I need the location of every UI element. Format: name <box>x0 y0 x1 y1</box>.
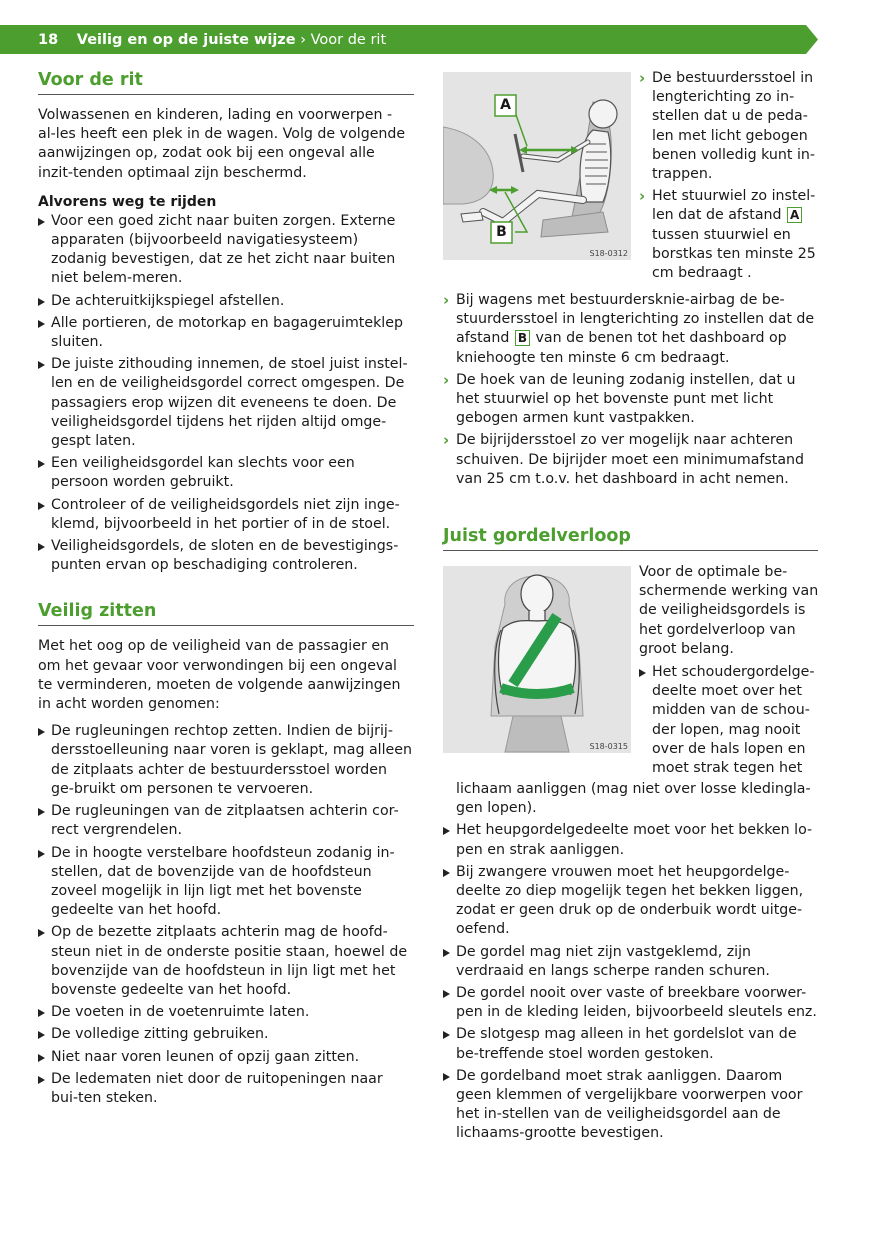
list-item: De ledematen niet door de ruitopeningen naar bui-ten steken. <box>38 1070 414 1108</box>
list-item: Veiligheidsgordels, de sloten en de bevestigings-punten ervan op beschadiging controleren. <box>38 537 414 575</box>
voor-de-rit-intro: Volwassenen en kinderen, lading en voorwerpen - al-les heeft een plek in de wagen. Volg de volgende aanwijzingen op, zodat ook bij een ongeval alle inzit-tenden optimaal zijn beschermd. <box>38 107 406 181</box>
section-title-gordelverloop: Juist gordelverloop <box>443 524 818 551</box>
veilig-zitten-intro: Met het oog op de veiligheid van de passagier en om het gevaar voor verwondingen bij een ongeval te verminderen, moeten de volgende aanwijzingen in acht worden genomen: <box>38 638 401 713</box>
alvorens-list <box>38 212 414 576</box>
list-item: › Het stuurwiel zo instel-len dat de afstand A tussen stuurwiel en borstkas ten minste 25 cm bedraagt . <box>639 187 816 282</box>
list-item: Het schoudergordelge-deelte moet over het midden van de schou-der lopen, mag nooit over de hals lopen en moet strak tegen het <box>639 663 819 778</box>
list-item: De gordel mag niet zijn vastgeklemd, zijn verdraaid en langs scherpe randen schuren. <box>443 943 818 981</box>
header-section: Veilig en op de juiste wijze <box>76 32 296 48</box>
subheading-alvorens: Alvorens weg te rijden <box>38 193 217 210</box>
list-item: › De hoek van de leuning zodanig instellen, dat u het stuurwiel op het bovenste punt met licht gebogen armen kunt vastpakken. <box>443 370 796 427</box>
section-title-veilig-zitten: Veilig zitten <box>38 599 414 626</box>
list-item: De gordel nooit over vaste of breekbare voorwer-pen in de kleding leiden, bijvoorbeeld sleutels enz. <box>443 984 818 1022</box>
list-item: Een veiligheidsgordel kan slechts voor een persoon worden gebruikt. <box>38 454 414 492</box>
gordelverloop-wide <box>443 780 818 1147</box>
list-item: De achteruitkijkspiegel afstellen. <box>38 292 414 311</box>
list-item: De rugleuningen rechtop zetten. Indien de bijrij-dersstoelleuning naar voren is geklapt, mag alleen de zitplaats achter de bestuurdersstoel worden ge-bruikt om personen te vervoeren. <box>38 722 414 799</box>
gordelverloop-narrow <box>639 563 819 781</box>
seat-position-figure <box>443 72 631 260</box>
list-item: › De bijrijdersstoel zo ver mogelijk naar achteren schuiven. De bijrijder moet een minimumafstand van 25 cm t.o.v. het dashboard in acht nemen. <box>443 431 805 487</box>
page-number: 18 <box>38 32 59 48</box>
section-title-voor-de-rit: Voor de rit <box>38 68 414 95</box>
figure-label-b: B <box>496 224 507 240</box>
seatbelt-figure <box>443 566 631 753</box>
figure-code: S18-0315 <box>589 742 628 751</box>
seat-instructions-wide <box>443 291 818 492</box>
veilig-zitten-list <box>38 722 414 1108</box>
left-column <box>38 68 414 1111</box>
seat-position-illustration <box>443 72 631 260</box>
list-item: De in hoogte verstelbare hoofdsteun zodanig in-stellen, dat de bovenzijde van de hoofdsteun zoveel mogelijk in lijn ligt met het bovenste gedeelte van het hoofd. <box>38 844 414 921</box>
header-subsection: Voor de rit <box>310 32 387 48</box>
list-item: › Bij wagens met bestuurdersknie-airbag de be-stuurdersstoel in lengterichting zo instellen dat de afstand B van de benen tot het dashboard op kniehoogte ten minste 6 cm bedraagt. <box>443 291 815 366</box>
list-item: De juiste zithouding innemen, de stoel juist instel-len en de veiligheidsgordel correct omgespen. De passagiers erop wijzen dit eveneens te doen. De veiligheidsgordel tijdens het rijden altijd omge-gespt laten. <box>38 355 414 451</box>
ref-box-a: A <box>787 207 802 223</box>
seat-instructions-narrow <box>639 69 819 286</box>
ref-box-b: B <box>515 330 530 346</box>
list-item: De rugleuningen van de zitplaatsen achterin cor-rect vergrendelen. <box>38 802 414 840</box>
running-header <box>38 31 386 49</box>
list-item: › De bestuurdersstoel in lengterichting zo in-stellen dat u de peda-len met licht gebogen benen volledig kunt in-trappen. <box>639 69 815 183</box>
list-item: Alle portieren, de motorkap en bagageruimteklep sluiten. <box>38 314 414 352</box>
list-item: Het heupgordelgedeelte moet voor het bekken lo-pen en strak aanliggen. <box>443 821 818 859</box>
list-item: Voor een goed zicht naar buiten zorgen. Externe apparaten (bijvoorbeeld navigatiesysteem) zodanig bevestigen, dat ze het zicht naar buiten niet belem-meren. <box>38 212 414 289</box>
list-item: Niet naar voren leunen of opzij gaan zitten. <box>38 1048 414 1067</box>
list-item: De gordelband moet strak aanliggen. Daarom geen klemmen of vergelijkbare voorwerpen voor het in-stellen van de veiligheidsgordel aan de lichaams-grootte bevestigen. <box>443 1067 818 1144</box>
list-item: Controleer of de veiligheidsgordels niet zijn inge-klemd, bijvoorbeeld in het portier of in de stoel. <box>38 496 414 534</box>
section-gordelverloop <box>443 524 818 551</box>
list-item: De voeten in de voetenruimte laten. <box>38 1003 414 1022</box>
list-item: Op de bezette zitplaats achterin mag de hoofd-steun niet in de onderste positie staan, hoewel de bovenzijde van de hoofdsteun in lijn ligt met het bovenste gedeelte van het hoofd. <box>38 923 414 1000</box>
list-item: De slotgesp mag alleen in het gordelslot van de be-treffende stoel worden gestoken. <box>443 1025 818 1063</box>
list-item: Bij zwangere vrouwen moet het heupgordelge-deelte zo diep mogelijk tegen het bekken liggen, zodat er geen druk op de onderbuik wordt uitge-oefend. <box>443 863 818 940</box>
list-item-continuation: lichaam aanliggen (mag niet over losse kledingla-gen lopen). <box>456 781 811 817</box>
figure-label-a: A <box>500 97 511 113</box>
list-item: De volledige zitting gebruiken. <box>38 1025 414 1044</box>
header-separator: › <box>300 32 306 48</box>
figure-code: S18-0312 <box>589 249 628 258</box>
seatbelt-illustration <box>443 566 631 753</box>
gordelverloop-intro: Voor de optimale be-schermende werking van de veiligheidsgordels is het gordelverloop van groot belang. <box>639 564 819 657</box>
